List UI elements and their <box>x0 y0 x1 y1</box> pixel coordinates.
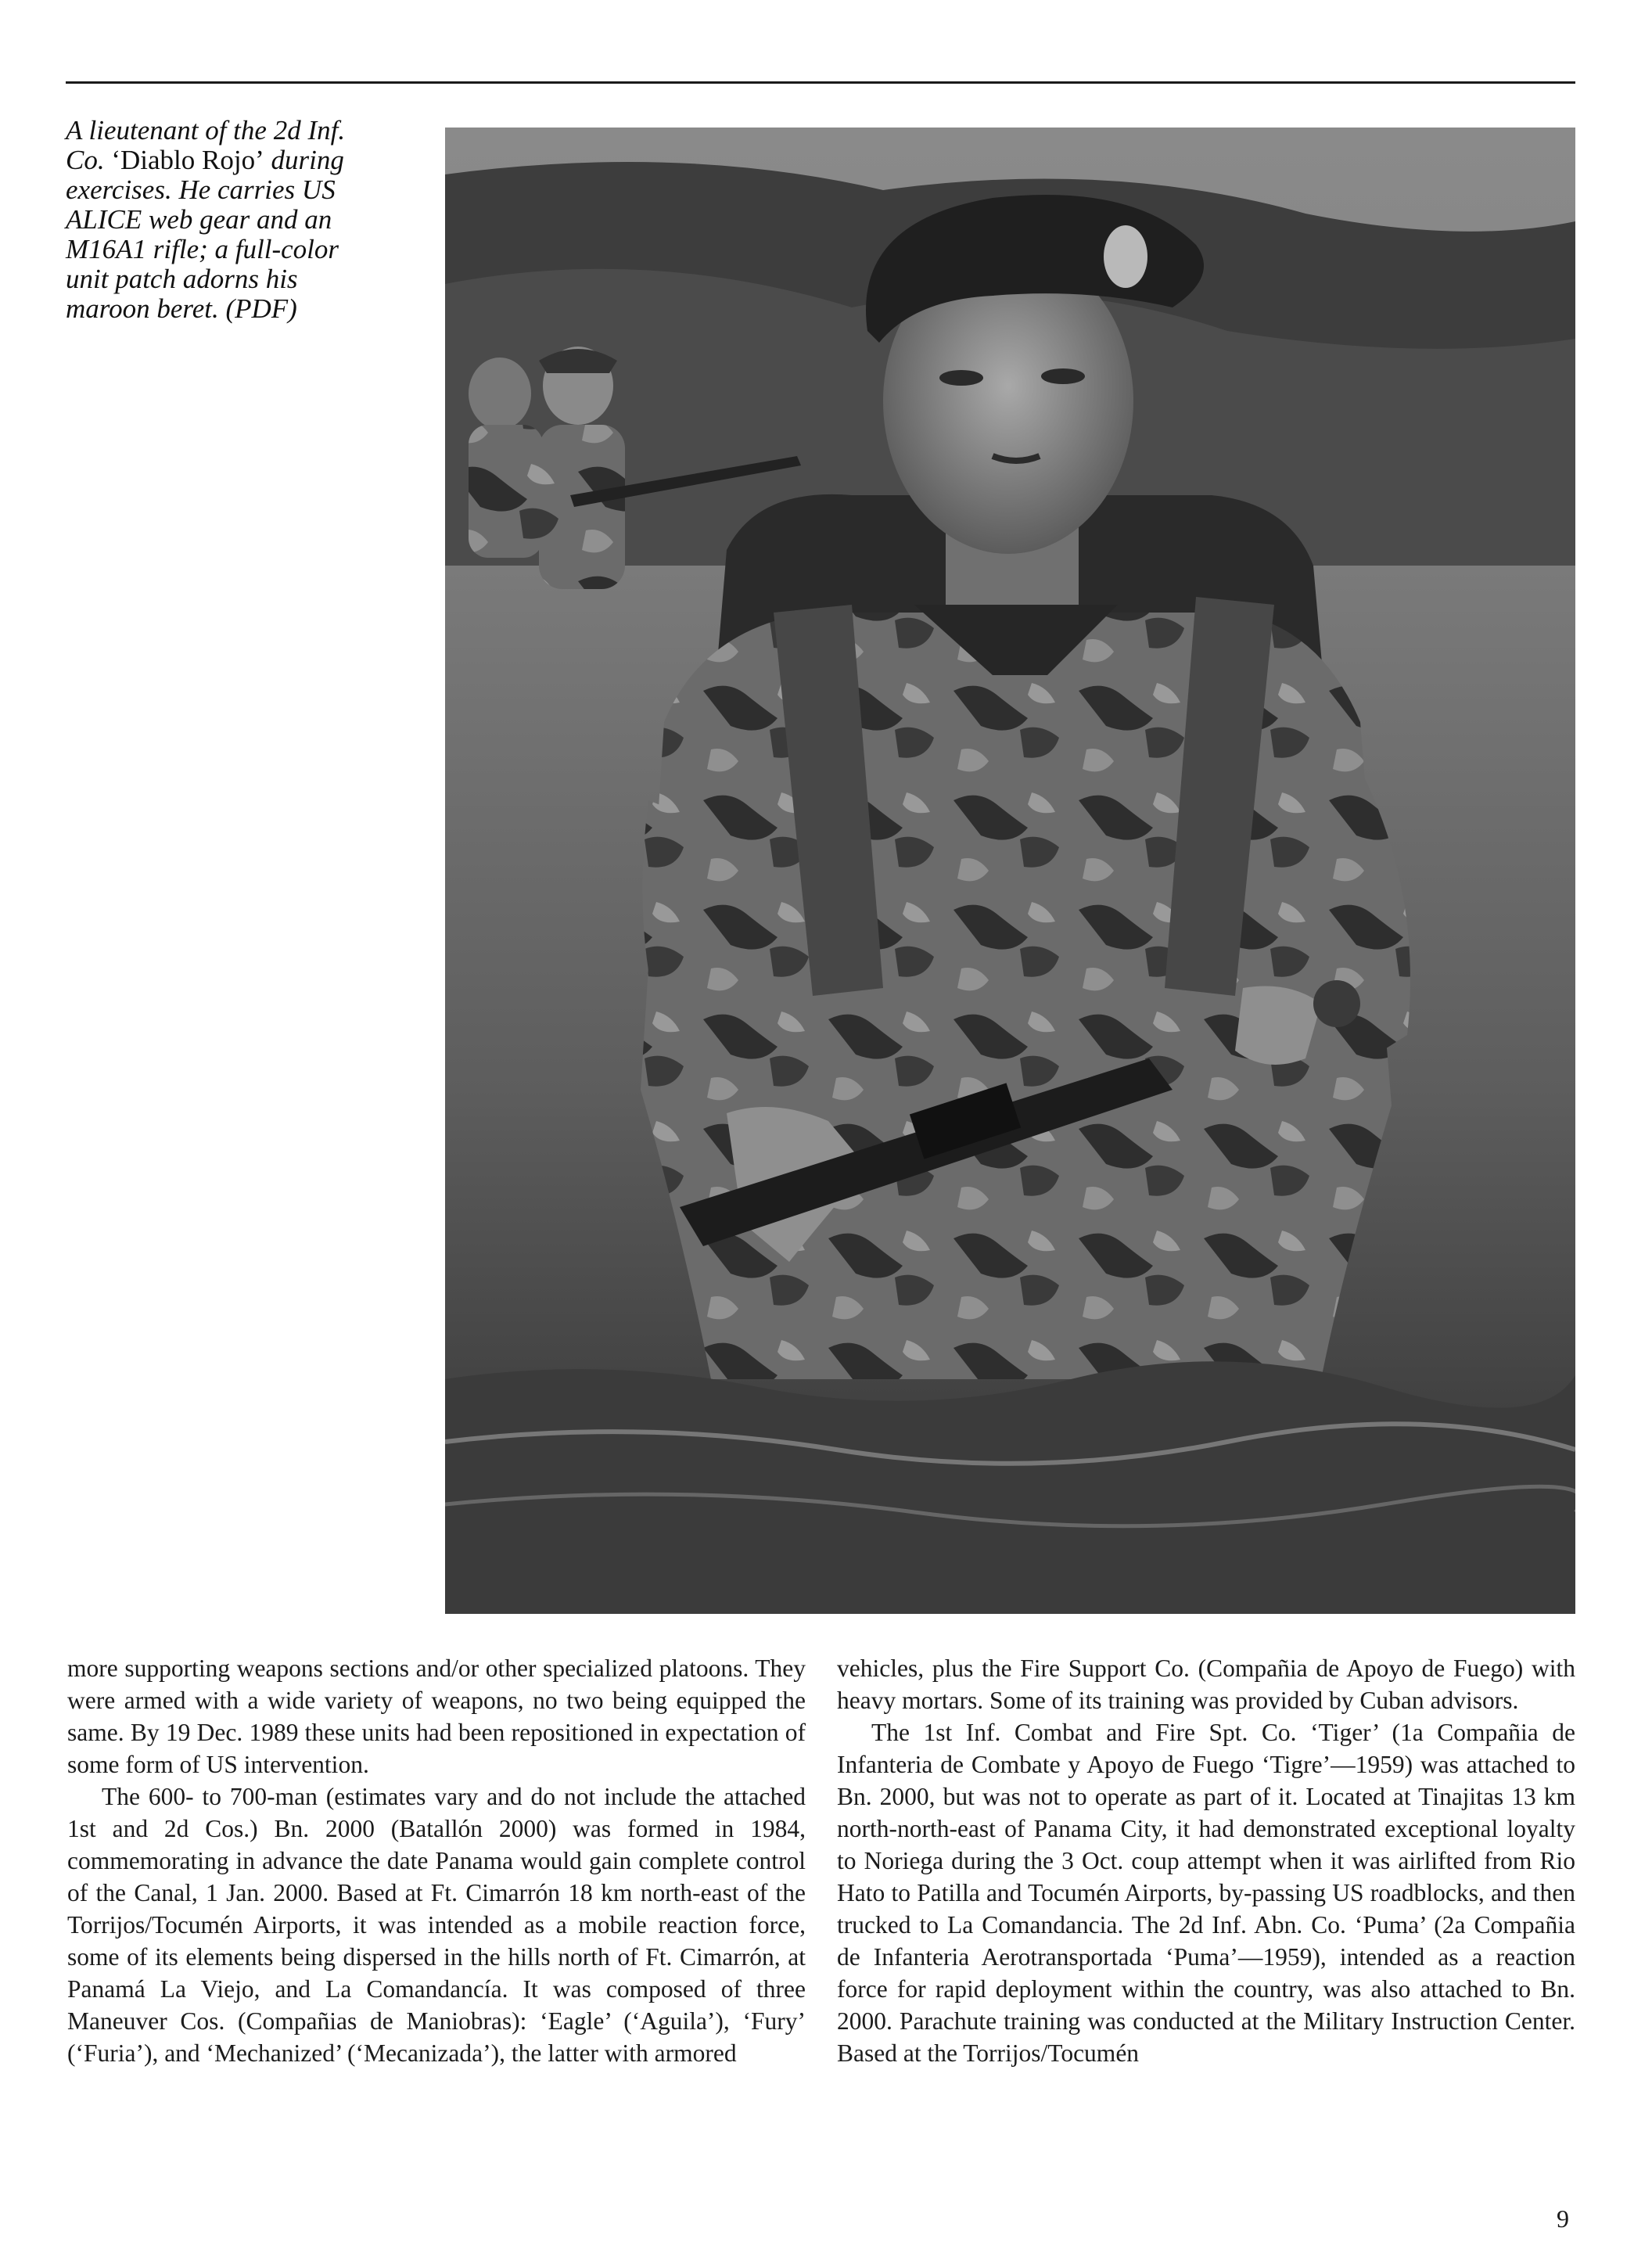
page-number: 9 <box>1557 2204 1569 2233</box>
right-paragraph-2: The 1st Inf. Combat and Fire Spt. Co. ‘Tiger’ (1a Compañia de Infanteria de Combate y Apoyo de Fuego ‘Tigre’—1959) was attached to Bn. 2000, but was not to operate as part of it. Located at Tinajitas 13 km north-north-east of Panama City, it had demonstrated exceptional loyalty to Noriega during the 3 Oct. coup attempt when it was airlifted from Rio Hato to Patilla and Tocumén Airports, by-passing US roadblocks, and then trucked to La Comandancia. The 2d Inf. Abn. Co. ‘Puma’ (2a Compañia de Infanteria Aerotransportada ‘Puma’—1959), intended as a reaction force for rapid deployment within the country, was also attached to Bn. 2000. Parachute training was conducted at the Military Instruction Center. Based at the Torrijos/Tocumén <box>837 1719 1575 2067</box>
top-rule <box>66 81 1575 84</box>
caption-text-2: during exercises. He carries US ALICE web gear and an M16A1 rifle; a full-color unit patch adorns his maroon beret. (PDF) <box>66 145 344 324</box>
photo-caption <box>66 116 379 324</box>
left-paragraph-1: more supporting weapons sections and/or other specialized platoons. They were armed with a wide variety of weapons, no two being equipped the same. By 19 Dec. 1989 these units had been repositioned in expectation of some form of US intervention. <box>67 1655 806 1778</box>
left-paragraph-2: The 600- to 700-man (estimates vary and do not include the attached 1st and 2d Cos.) Bn. 2000 (Batallón 2000) was formed in 1984, commemorating in advance the date Panama would gain complete control of the Canal, 1 Jan. 2000. Based at Ft. Cimarrón 18 km north-east of the Torrijos/Tocumén Airports, it was intended as a mobile reaction force, some of its elements being dispersed in the hills north of Ft. Cimarrón, at Panamá La Viejo, and La Comandancía. It was composed of three Maneuver Cos. (Compañias de Maniobras): ‘Eagle’ (‘Aguila’), ‘Fury’ (‘Furia’), and ‘Mechanized’ (‘Mecanizada’), the latter with armored <box>67 1783 806 2067</box>
caption-text-1: A lieutenant of the 2d Inf. Co. <box>66 115 346 175</box>
right-paragraph-1: vehicles, plus the Fire Support Co. (Compañia de Apoyo de Fuego) with heavy mortars. Some of its training was provided by Cuban advisors. <box>837 1655 1575 1714</box>
soldier-photo <box>445 128 1575 1614</box>
caption-unit-name: ‘Diablo Rojo’ <box>111 145 264 175</box>
right-column <box>837 1652 1575 2069</box>
left-column <box>67 1652 806 2069</box>
